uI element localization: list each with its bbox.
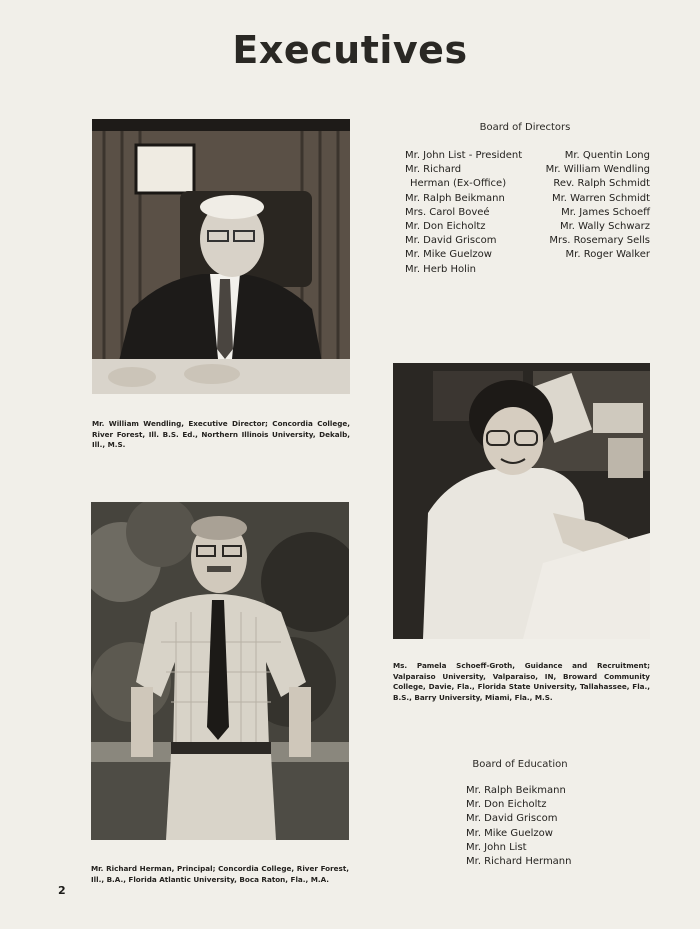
director-name: Mrs. Carol Boveé bbox=[405, 206, 490, 218]
photo-richard-herman bbox=[91, 502, 349, 840]
director-name: Mr. Mike Guelzow bbox=[405, 249, 492, 261]
board-of-education-heading: Board of Education bbox=[472, 759, 568, 770]
caption-richard-herman: Mr. Richard Herman, Principal; Concordia College, River Forest, Ill., B.A., Florida Atlantic University, Boca Raton, Fla., M.A. bbox=[91, 864, 349, 884]
caption-william-wendling: Mr. William Wendling, Executive Director; Concordia College, River Forest, Ill. B.S. Ed., Northern Illinois University, Dekalb, Ill., M.S. bbox=[92, 419, 350, 449]
director-name: Mr. Herb Holin bbox=[405, 263, 477, 275]
board-of-directors-heading: Board of Directors bbox=[479, 122, 571, 133]
education-member-name: Mr. Don Eicholtz bbox=[466, 799, 547, 811]
education-member-name: Mr. Richard Hermann bbox=[466, 856, 572, 868]
page-title: Executives bbox=[232, 28, 468, 72]
director-name: Mr. Don Eicholtz bbox=[405, 221, 486, 233]
caption-pamela-schoeff-groth: Ms. Pamela Schoeff-Groth, Guidance and Recruitment; Valparaiso University, Valparaiso, IN, Broward Community College, Davie, Fla., Florida State University, Tallahassee, Fla., B.S., Barry University, Miami, Fla., M.S. bbox=[393, 661, 650, 702]
director-name: Mrs. Rosemary Sells bbox=[549, 235, 650, 247]
board-of-education-list bbox=[466, 784, 571, 869]
director-name: Mr. Warren Schmidt bbox=[551, 192, 650, 204]
director-name: Mr. Ralph Beikmann bbox=[405, 192, 505, 204]
director-name: Herman (Ex-Office) bbox=[410, 178, 507, 190]
photo-pamela-schoeff-groth bbox=[393, 363, 650, 639]
director-name: Mr. James Schoeff bbox=[561, 206, 650, 218]
director-name: Mr. John List - President bbox=[405, 150, 523, 161]
director-name: Mr. Richard bbox=[405, 164, 462, 176]
page-number: 2 bbox=[58, 884, 66, 897]
photo-william-wendling bbox=[92, 119, 350, 394]
board-of-directors-left-column bbox=[405, 149, 522, 277]
director-name: Mr. David Griscom bbox=[405, 235, 497, 247]
education-member-name: Mr. Mike Guelzow bbox=[466, 827, 553, 839]
education-member-name: Mr. John List bbox=[466, 841, 527, 853]
education-member-name: Mr. David Griscom bbox=[466, 813, 558, 825]
board-of-directors-right-column bbox=[546, 149, 650, 263]
director-name: Mr. Wally Schwarz bbox=[559, 221, 650, 233]
director-name: Mr. William Wendling bbox=[545, 164, 650, 176]
director-name: Rev. Ralph Schmidt bbox=[553, 178, 650, 190]
director-name: Mr. Roger Walker bbox=[565, 249, 650, 261]
director-name: Mr. Quentin Long bbox=[564, 150, 650, 161]
education-member-name: Mr. Ralph Beikmann bbox=[466, 785, 566, 796]
